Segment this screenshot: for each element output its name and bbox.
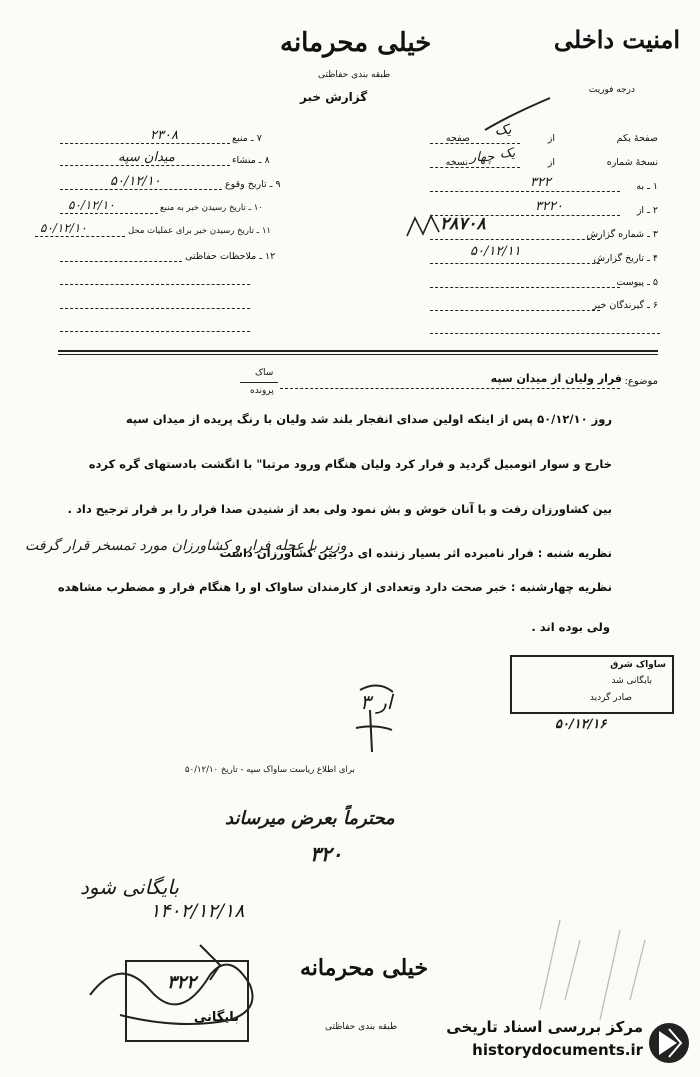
signature-note: ار ۳ bbox=[360, 690, 393, 714]
body-line: روز ۵۰/۱۲/۱۰ پس از اینکه اولین صدای انفجار بلند شد ولیان با رنگ پریده از میدان سپه bbox=[125, 412, 612, 426]
blank-line bbox=[60, 284, 250, 285]
classification-bottom-sub: طبقه بندی حفاظتی bbox=[325, 1022, 398, 1032]
right-field-mid: از bbox=[547, 133, 555, 144]
signature-scrawl bbox=[80, 935, 280, 1045]
right-field-line bbox=[430, 167, 520, 168]
watermark bbox=[420, 1015, 695, 1070]
left-field-value: ۵۰/۱۲/۱۰ bbox=[40, 221, 87, 235]
signature-mark bbox=[348, 680, 408, 760]
separator-rule bbox=[58, 354, 658, 355]
archive-stamp-label: بایگانی bbox=[193, 1010, 239, 1025]
department: امنیت داخلی bbox=[553, 25, 680, 54]
pencil-marks bbox=[520, 900, 660, 1030]
footer-routing-line: برای اطلاع ریاست ساواک سپه - تاریخ ۵۰/۱۲/۱۰ bbox=[185, 765, 355, 775]
logo-icon bbox=[647, 1021, 691, 1065]
right-field-value: یک bbox=[500, 146, 516, 161]
stamp-line: ساواک شرق bbox=[610, 660, 666, 670]
side-top-label: ساک bbox=[255, 368, 274, 378]
hand-note: بایگانی شود bbox=[80, 875, 179, 899]
left-field-line bbox=[60, 213, 158, 214]
blank-line bbox=[60, 308, 250, 309]
stamp-line: صادر گردید bbox=[589, 693, 632, 703]
right-field-label: ۳ ـ شماره گزارش bbox=[586, 229, 658, 240]
watermark-url: historydocuments.ir bbox=[472, 1041, 643, 1059]
body-line: خارج و سوار اتومبیل گردید و فرار کرد ولیان هنگام ورود مرتبا" با انگشت بادستهای گره کرده bbox=[88, 457, 612, 471]
right-field-line bbox=[430, 239, 600, 240]
right-field-value: ۵۰/۱۲/۱۱ bbox=[470, 244, 521, 259]
registry-stamp bbox=[510, 655, 674, 714]
left-field-label: ۸ ـ منشاء bbox=[232, 155, 270, 166]
right-field-value: ۳۲۲ bbox=[530, 175, 551, 190]
right-field-tail: صفحه bbox=[445, 133, 470, 144]
right-field-value: یک bbox=[495, 122, 512, 138]
subject-value: فرار ولیان از میدان سپه bbox=[490, 372, 622, 385]
separator-rule bbox=[58, 350, 658, 352]
left-field-value: ۵۰/۱۲/۱۰ bbox=[68, 198, 115, 212]
right-field-label: ۴ ـ تاریخ گزارش bbox=[593, 253, 658, 264]
subject-label: موضوع: bbox=[624, 376, 658, 387]
report-title: گزارش خبر bbox=[300, 90, 368, 104]
classification-top: خیلی محرمانه bbox=[280, 28, 432, 58]
right-field-line bbox=[430, 191, 620, 192]
classification-sub: طبقه بندی حفاظتی bbox=[318, 70, 391, 80]
right-field-mid: از bbox=[547, 157, 555, 168]
left-field-label: ۱۱ ـ تاریخ رسیدن خبر برای عملیات محل bbox=[128, 226, 271, 236]
right-field-label: ۶ ـ گیرندگان خبر bbox=[592, 300, 658, 311]
side-bottom-label: پرونده bbox=[250, 386, 274, 396]
right-field-value: ۲۸۷۰۸ bbox=[440, 214, 486, 234]
left-field-line bbox=[60, 143, 230, 144]
respect-line: محترماً بعرض میرساند bbox=[225, 808, 395, 829]
left-field-line bbox=[60, 189, 222, 190]
right-field-value: ۳۲۲۰ bbox=[535, 199, 563, 214]
right-field-label: ۵ ـ پیوست bbox=[616, 277, 658, 288]
left-field-line bbox=[60, 165, 230, 166]
right-field-extra: چهار bbox=[470, 150, 495, 165]
pen-scribble-mark bbox=[405, 212, 445, 240]
right-field-line bbox=[430, 263, 600, 264]
body-line: ولی بوده اند . bbox=[531, 620, 610, 634]
subject-line bbox=[280, 388, 620, 389]
side-divider bbox=[240, 382, 278, 383]
stamp-date: ۵۰/۱۲/۱۶ bbox=[555, 717, 607, 732]
body-line: بین کشاورزان رفت و با آنان خوش و بش نمود ولی بعد از شنیدن صدا فرار را بر قرار ترجیح داد . bbox=[67, 502, 612, 516]
right-field-label: صفحهٔ یکم bbox=[616, 133, 658, 144]
left-field-value: میدان سپه bbox=[118, 150, 175, 165]
left-field-label: ۹ ـ تاریخ وقوع bbox=[225, 179, 281, 190]
hand-date: ۱۴۰۲/۱۲/۱۸ bbox=[150, 900, 245, 922]
left-field-label: ۷ ـ منبع bbox=[232, 133, 262, 144]
stamp-line: بایگانی شد bbox=[611, 676, 652, 686]
right-field-label: ۲ ـ از bbox=[636, 205, 658, 216]
right-field-label: ۱ ـ به bbox=[636, 181, 658, 192]
right-field-label: نسخهٔ شماره bbox=[606, 157, 658, 168]
right-field-tail: نسخه bbox=[445, 157, 468, 168]
blank-line bbox=[430, 333, 660, 334]
classification-bottom: خیلی محرمانه bbox=[300, 955, 429, 981]
right-field-line bbox=[430, 310, 600, 311]
left-field-line bbox=[60, 261, 182, 262]
blank-line bbox=[60, 331, 250, 332]
right-field-line bbox=[430, 143, 520, 144]
left-field-label: ۱۲ ـ ملاحظات حفاظتی bbox=[185, 251, 276, 262]
right-field-line bbox=[430, 287, 620, 288]
archive-stamp-code: ۳۲۲ bbox=[167, 972, 197, 993]
watermark-title: مرکز بررسی اسناد تاریخی bbox=[446, 1018, 643, 1036]
body-line: نظریه چهارشنبه : خبر صحت دارد وتعدادی از کارمندان ساواک او را هنگام فرار و مضطرب مشاهده bbox=[57, 580, 612, 594]
left-field-value: ۲۳۰۸ bbox=[150, 128, 178, 143]
left-field-line bbox=[35, 236, 125, 237]
left-field-label: ۱۰ ـ تاریخ رسیدن خبر به منبع bbox=[160, 203, 263, 213]
body-line: نظریه شنبه : فرار نامبرده اثر بسیار زننده ای در بین کشاورزان داشت bbox=[219, 546, 612, 560]
left-field-value: ۵۰/۱۲/۱۰ bbox=[110, 174, 161, 189]
respect-number: ۳۲۰ bbox=[310, 842, 343, 866]
body-handwriting: وزیر با عجله فرار و کشاورزان مورد تمسخر قرار گرفت bbox=[25, 538, 347, 554]
degree-label: درجه فوریت bbox=[588, 85, 635, 95]
